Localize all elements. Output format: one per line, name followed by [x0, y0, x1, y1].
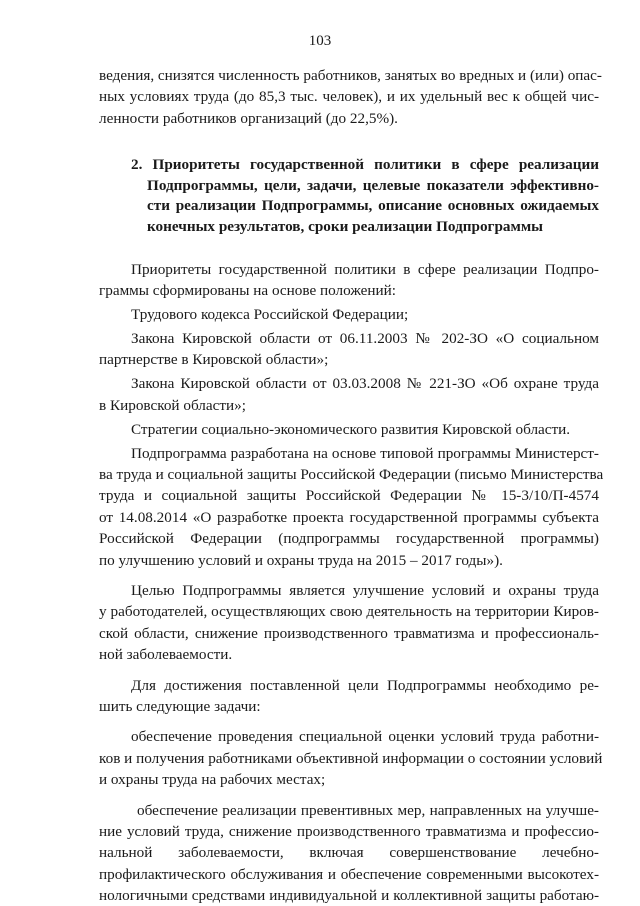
paragraph-task-1	[99, 726, 599, 790]
heading-line: сти реализации Подпрограммы, описание основных ожидаемых	[131, 195, 599, 216]
text-line: ных условиях труда (до 85,3 тыс. человек), и их удельный вес к общей чис-	[99, 86, 599, 107]
paragraph-strategy	[99, 419, 599, 440]
text-line: ленности работников организаций (до 22,5%).	[99, 108, 599, 129]
text-line: нальной заболеваемости, включая совершенствование лечебно-	[99, 842, 599, 863]
text-line: Целью Подпрограммы является улучшение условий и охраны труда	[99, 580, 599, 601]
text-line: Трудового кодекса Российской Федерации;	[99, 304, 599, 325]
text-line: ков и получения работниками объективной информации о состоянии условий	[99, 748, 599, 769]
text-line: Стратегии социально-экономического развития Кировской области.	[99, 419, 599, 440]
text-line: партнерстве в Кировской области»;	[99, 349, 599, 370]
text-line: профилактического обслуживания и обеспечение современными высокотех-	[99, 864, 599, 885]
text-line: Российской Федерации (подпрограммы государственной программы)	[99, 528, 599, 549]
paragraph-developed	[99, 443, 599, 571]
text-line: шить следующие задачи:	[99, 696, 599, 717]
text-line: по улучшению условий и охраны труда на 2015 – 2017 годы»).	[99, 550, 599, 571]
text-line: Для достижения поставленной цели Подпрограммы необходимо ре-	[99, 675, 599, 696]
text-line: и охраны труда на рабочих местах;	[99, 769, 599, 790]
text-line: ской области, снижение производственного травматизма и профессиональ-	[99, 623, 599, 644]
heading-line: Подпрограммы, цели, задачи, целевые показатели эффективно-	[131, 175, 599, 196]
paragraph-goal	[99, 580, 599, 666]
text-line: труда и социальной защиты Российской Федерации № 15-3/10/П-4574	[99, 485, 599, 506]
paragraph-law-2008	[99, 373, 599, 416]
paragraph-task-2	[99, 800, 599, 906]
page-body	[99, 65, 599, 906]
text-line: граммы сформированы на основе положений:	[99, 280, 599, 301]
text-line: Приоритеты государственной политики в сфере реализации Подпро-	[99, 259, 599, 280]
text-line: ведения, снизятся численность работников, занятых во вредных и (или) опас-	[99, 65, 599, 86]
paragraph-labor-code	[99, 304, 599, 325]
section-heading	[99, 154, 599, 236]
text-line: нологичными средствами индивидуальной и коллективной защиты работаю-	[99, 885, 599, 906]
text-line: в Кировской области»;	[99, 395, 599, 416]
text-line: Закона Кировской области от 06.11.2003 № 202-ЗО «О социальном	[99, 328, 599, 349]
text-line: Подпрограмма разработана на основе типовой программы Министерст-	[99, 443, 599, 464]
text-line: обеспечение проведения специальной оценки условий труда работни-	[99, 726, 599, 747]
text-line: от 14.08.2014 «О разработке проекта государственной программы субъекта	[99, 507, 599, 528]
text-line: обеспечение реализации превентивных мер, направленных на улучше-	[99, 800, 599, 821]
paragraph-law-2003	[99, 328, 599, 371]
text-line: у работодателей, осуществляющих свою деятельность на территории Киров-	[99, 601, 599, 622]
text-line: ние условий труда, снижение производственного травматизма и профессио-	[99, 821, 599, 842]
text-line: Закона Кировской области от 03.03.2008 № 221-ЗО «Об охране труда	[99, 373, 599, 394]
heading-line: конечных результатов, сроки реализации Подпрограммы	[131, 216, 599, 237]
heading-line: 2. Приоритеты государственной политики в сфере реализации	[131, 154, 599, 175]
paragraph-intro	[99, 65, 599, 129]
text-line: ной заболеваемости.	[99, 644, 599, 665]
text-line: ва труда и социальной защиты Российской Федерации (письмо Министерства	[99, 464, 599, 485]
paragraph-tasks-intro	[99, 675, 599, 718]
page-number: 103	[0, 33, 640, 50]
paragraph-priorities	[99, 259, 599, 302]
